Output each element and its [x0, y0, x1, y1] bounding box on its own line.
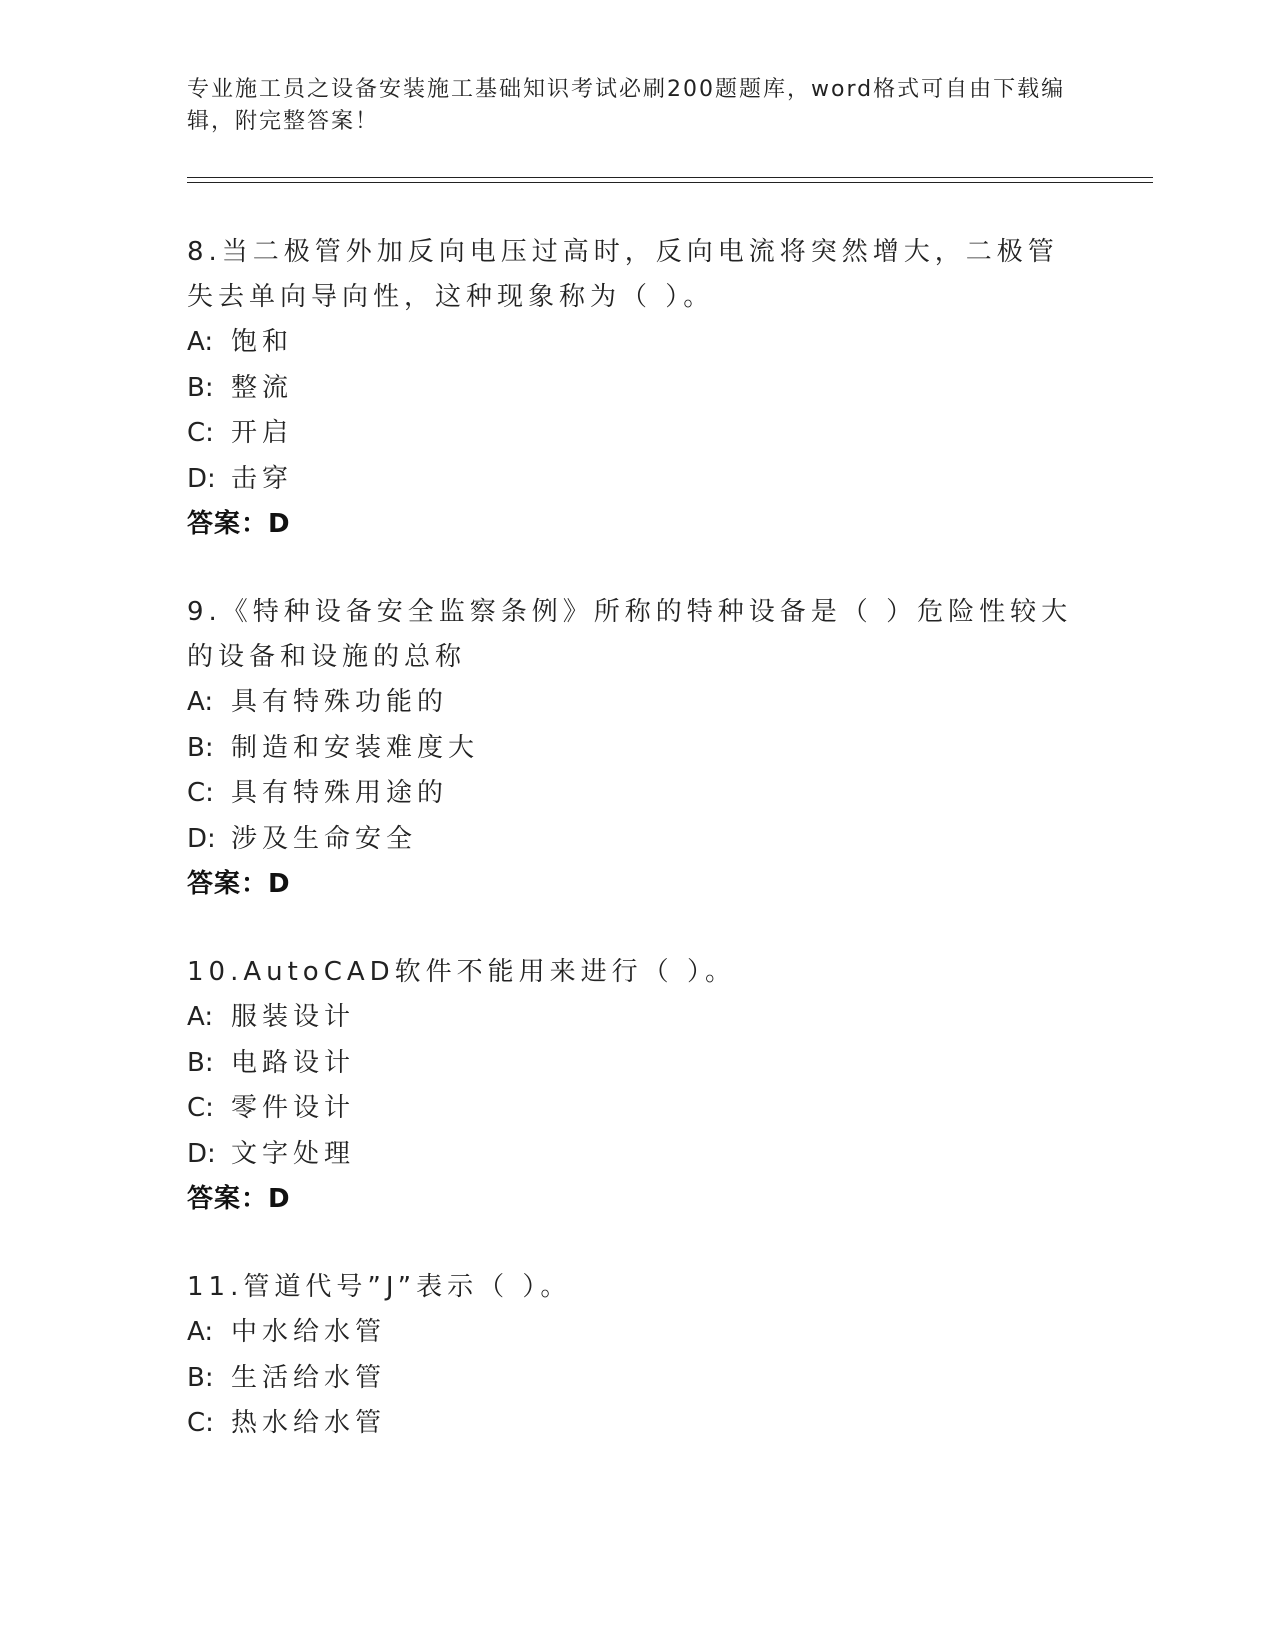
option-b: [187, 1356, 1087, 1402]
question-11: [187, 1265, 1087, 1447]
option-letter: B:: [187, 372, 214, 403]
header-divider-top: [187, 177, 1153, 178]
answer-line: 答案：D: [187, 509, 291, 539]
option-text: 热水给水管: [231, 1408, 387, 1438]
option-text: 生活给水管: [231, 1362, 387, 1393]
option-letter: A:: [187, 327, 214, 357]
option-b: [187, 366, 1087, 412]
option-b: [187, 1041, 1087, 1087]
header-divider-bottom: [187, 182, 1153, 183]
option-letter: D:: [187, 1138, 216, 1169]
option-text: 整流: [231, 372, 294, 403]
option-a: [187, 680, 1087, 726]
option-text: 具有特殊用途的: [231, 778, 449, 808]
question-stem: 9.《特种设备安全监察条例》所称的特种设备是（ ）危险性较大的设备和设施的总称: [187, 597, 1073, 672]
option-c: [187, 1086, 1087, 1132]
option-letter: D:: [187, 823, 216, 854]
option-letter: B:: [187, 1047, 214, 1078]
option-a: [187, 320, 1087, 366]
option-letter: C:: [187, 778, 214, 808]
option-d: [187, 817, 1087, 863]
option-b: [187, 726, 1087, 772]
option-text: 电路设计: [231, 1047, 356, 1078]
option-text: 服装设计: [231, 1002, 356, 1032]
option-text: 制造和安装难度大: [231, 732, 480, 763]
option-d: [187, 1132, 1087, 1178]
question-list: [187, 230, 1087, 1491]
option-c: [187, 771, 1087, 817]
option-a: [187, 1310, 1087, 1356]
option-a: [187, 995, 1087, 1041]
option-text: 涉及生命安全: [231, 823, 418, 854]
option-letter: C:: [187, 1093, 214, 1123]
question-10: [187, 950, 1087, 1221]
option-letter: B:: [187, 732, 214, 763]
option-text: 击穿: [231, 463, 294, 494]
option-text: 具有特殊功能的: [231, 687, 449, 717]
option-text: 开启: [231, 418, 294, 448]
question-8: [187, 230, 1087, 546]
option-c: [187, 411, 1087, 457]
document-header: 专业施工员之设备安装施工基础知识考试必刷200题题库，word格式可自由下载编辑，附完整答案！: [187, 77, 1066, 134]
question-stem: 10.AutoCAD软件不能用来进行（ ）。: [187, 957, 736, 987]
option-text: 文字处理: [231, 1138, 356, 1169]
option-c: [187, 1401, 1087, 1447]
option-letter: B:: [187, 1362, 214, 1393]
question-9: [187, 590, 1087, 906]
option-text: 饱和: [231, 327, 294, 357]
option-letter: A:: [187, 1317, 214, 1347]
option-text: 中水给水管: [231, 1317, 387, 1347]
question-stem: 11.管道代号”J”表示（ ）。: [187, 1272, 572, 1302]
option-letter: A:: [187, 1002, 214, 1032]
answer-line: 答案：D: [187, 1184, 291, 1214]
option-letter: D:: [187, 463, 216, 494]
option-letter: A:: [187, 687, 214, 717]
option-d: [187, 457, 1087, 503]
option-text: 零件设计: [231, 1093, 356, 1123]
option-letter: C:: [187, 418, 214, 448]
question-stem: 8.当二极管外加反向电压过高时，反向电流将突然增大，二极管失去单向导向性，这种现象称为（ ）。: [187, 237, 1059, 312]
option-letter: C:: [187, 1408, 214, 1438]
answer-line: 答案：D: [187, 869, 291, 899]
